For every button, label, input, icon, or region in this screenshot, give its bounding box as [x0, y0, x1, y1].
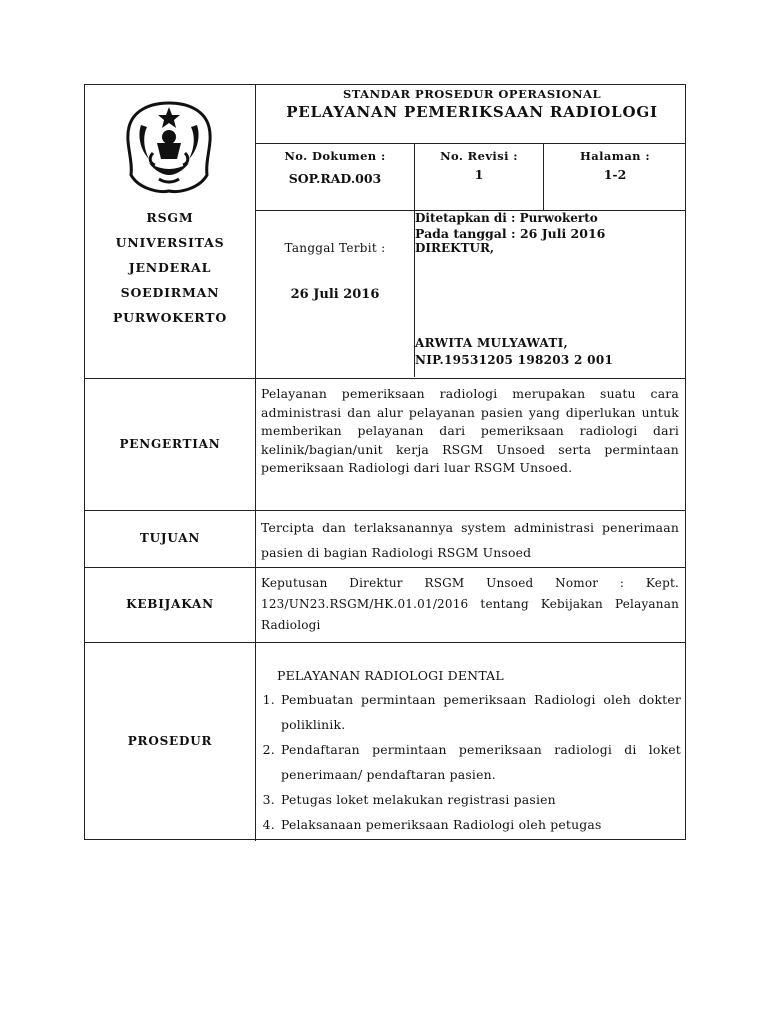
signer-title: DIREKTUR, [415, 241, 495, 255]
signature-block [415, 335, 683, 369]
university-logo [119, 97, 219, 197]
establishment-block [415, 211, 683, 256]
row-divider [85, 642, 685, 643]
row-divider [255, 143, 685, 144]
section-label-tujuan: TUJUAN [139, 531, 201, 545]
sop-document-table [84, 84, 686, 840]
row-divider [85, 567, 685, 568]
issue-date-value: 26 Juli 2016 [290, 287, 380, 302]
row-divider [85, 510, 685, 511]
procedure-heading: PELAYANAN RADIOLOGI DENTAL [277, 668, 504, 683]
section-text-kebijakan: Keputusan Direktur RSGM Unsoed Nomor : Kept. 123/UN23.RSGM/HK.01.01/2016 tentang Kebijakan Pelayanan Radiologi [261, 576, 679, 632]
issue-date-label: Tanggal Terbit : [284, 241, 386, 255]
section-label-kebijakan: KEBIJAKAN [126, 597, 214, 611]
procedure-content [257, 665, 681, 839]
document-title-line1: STANDAR PROSEDUR OPERASIONAL [342, 87, 602, 101]
document-title-line2: PELAYANAN PEMERIKSAAN RADIOLOGI [286, 103, 658, 121]
section-label-pengertian: PENGERTIAN [119, 437, 221, 451]
organization-name: RSGM UNIVERSITAS JENDERAL SOEDIRMAN PURWOKERTO [112, 210, 228, 325]
cell-divider [543, 143, 544, 210]
section-text-tujuan: Tercipta dan terlaksanannya system administrasi penerimaan pasien di bagian Radiologi RSGM Unsoed [261, 520, 679, 560]
page-value: 1-2 [603, 167, 627, 182]
established-at: Ditetapkan di : Purwokerto [415, 211, 598, 225]
section-label-prosedur: PROSEDUR [127, 734, 213, 748]
signer-name: ARWITA MULYAWATI, [415, 336, 568, 350]
column-divider [255, 85, 256, 841]
section-text-pengertian: Pelayanan pemeriksaan radiologi merupakan suatu cara administrasi dan alur pelayanan pasien yang diperlukan untuk memberikan pelayanan dari pemeriksaan radiologi dari kelinik/bagian/unit kerja RSGM Unsoed serta permintaan pemeriksaan Radiologi dari luar RSGM Unsoed. [261, 386, 679, 476]
doc-number-label: No. Dokumen : [284, 149, 386, 163]
signer-nip: NIP.19531205 198203 2 001 [415, 353, 614, 367]
revision-value: 1 [474, 167, 484, 182]
procedure-steps [257, 687, 681, 837]
procedure-step: 4. Pelaksanaan pemeriksaan Radiologi oleh petugas [279, 812, 681, 837]
procedure-step: 2. Pendaftaran permintaan pemeriksaan radiologi di loket penerimaan/ pendaftaran pasien. [279, 737, 681, 787]
doc-number-value: SOP.RAD.003 [288, 171, 382, 186]
procedure-step: 3. Petugas loket melakukan registrasi pasien [279, 787, 681, 812]
page-label: Halaman : [580, 149, 650, 163]
procedure-step: 1. Pembuatan permintaan pemeriksaan Radiologi oleh dokter poliklinik. [279, 687, 681, 737]
row-divider [85, 378, 685, 379]
revision-label: No. Revisi : [440, 149, 518, 163]
established-on: Pada tanggal : 26 Juli 2016 [415, 226, 606, 241]
